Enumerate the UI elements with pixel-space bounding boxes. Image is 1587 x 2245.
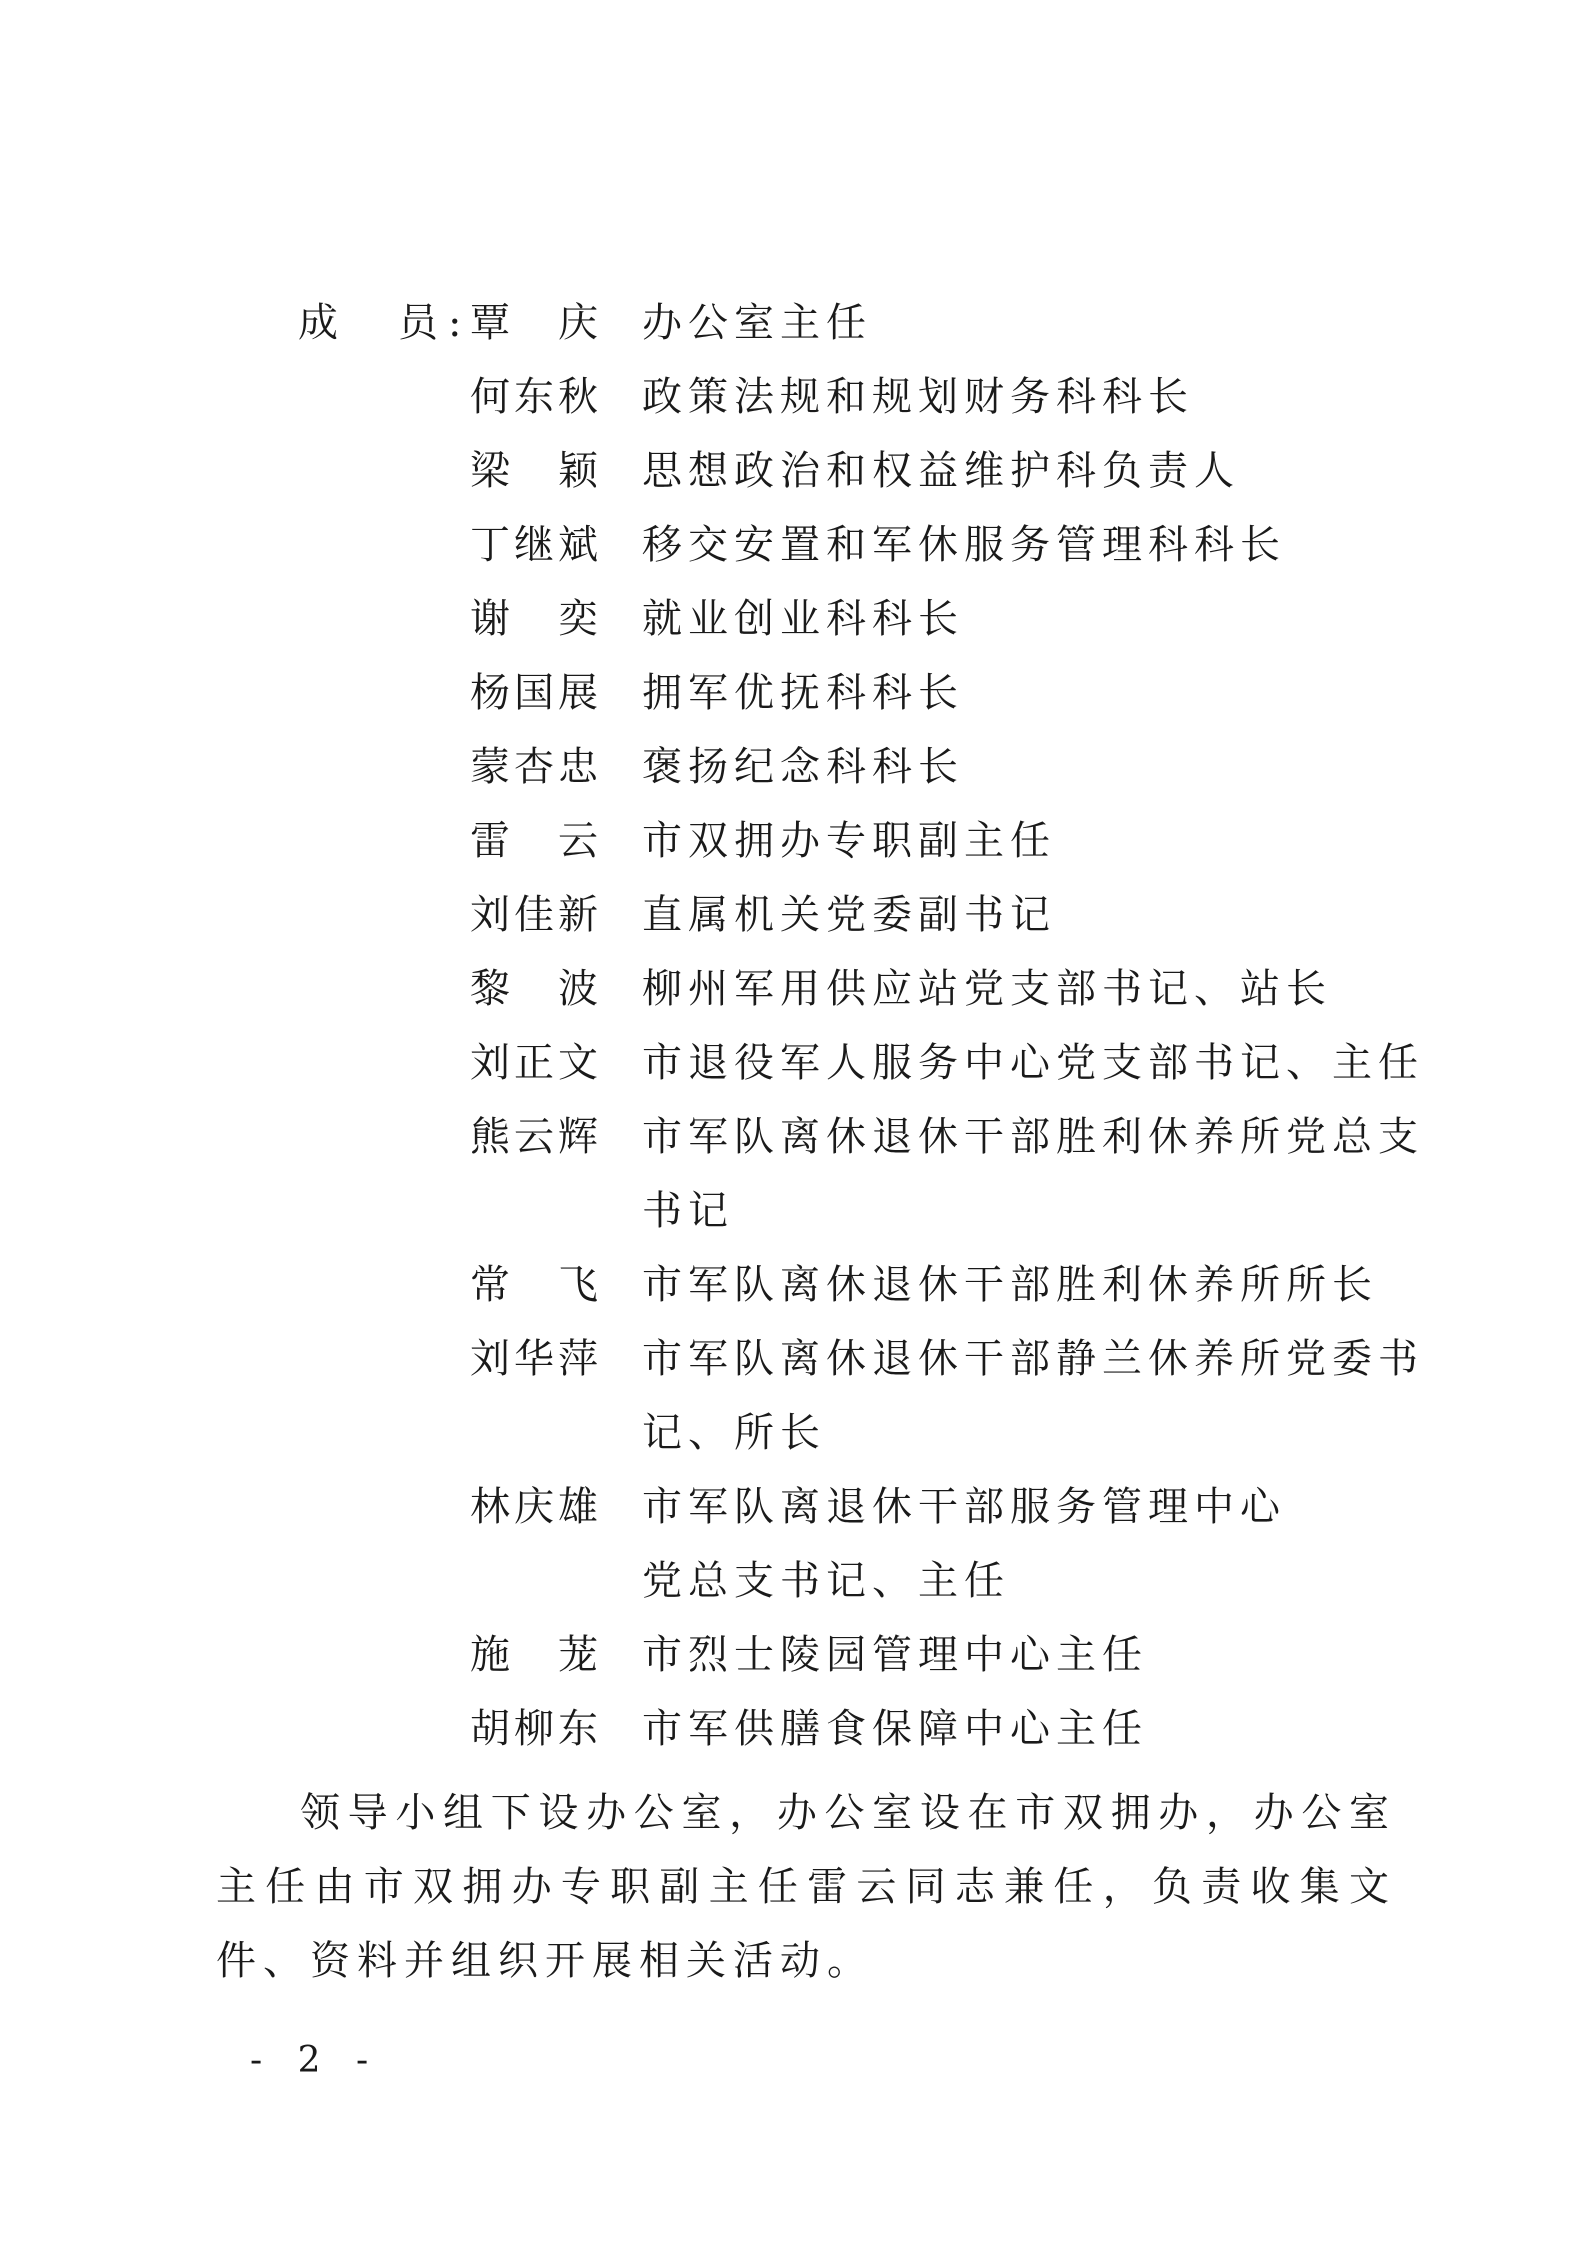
member-title xyxy=(642,295,1402,351)
member-row xyxy=(470,1701,1500,1757)
member-row xyxy=(470,887,1500,943)
member-name: 胡柳东 xyxy=(470,1706,602,1752)
member-name: 熊云辉 xyxy=(470,1114,602,1160)
member-row xyxy=(470,1109,1500,1239)
member-title xyxy=(642,369,1402,425)
member-title-line: 党总支书记、主任 xyxy=(642,1558,1010,1604)
member-title-line: 市退役军人服务中心党支部书记、主任 xyxy=(642,1040,1424,1086)
member-title xyxy=(642,665,1402,721)
member-title-line: 思想政治和权益维护科负责人 xyxy=(642,448,1240,494)
member-title xyxy=(642,887,1402,943)
member-name: 杨国展 xyxy=(470,670,602,716)
member-title xyxy=(642,813,1402,869)
member-title xyxy=(642,1701,1402,1757)
member-title xyxy=(642,961,1402,1017)
member-name: 施 茏 xyxy=(470,1632,602,1678)
member-name: 常 飞 xyxy=(470,1262,602,1308)
member-name: 林庆雄 xyxy=(470,1484,602,1530)
member-label: 成 员: xyxy=(298,300,472,346)
member-row xyxy=(470,739,1500,795)
member-name: 何东秋 xyxy=(470,374,602,420)
member-row xyxy=(470,665,1500,721)
member-name: 覃 庆 xyxy=(470,300,602,346)
member-row xyxy=(470,1257,1500,1313)
member-title xyxy=(642,1331,1424,1461)
member-title xyxy=(642,1479,1402,1609)
member-name: 刘华萍 xyxy=(470,1336,602,1382)
member-title xyxy=(642,1035,1424,1091)
member-row xyxy=(470,443,1500,499)
member-title-line: 记、所长 xyxy=(642,1410,826,1456)
member-name: 刘佳新 xyxy=(470,892,602,938)
page-number: - 2 - xyxy=(250,2040,381,2081)
member-name: 黎 波 xyxy=(470,966,602,1012)
member-title-line: 市双拥办专职副主任 xyxy=(642,818,1056,864)
member-title-line: 移交安置和军休服务管理科科长 xyxy=(642,522,1286,568)
member-title xyxy=(642,739,1402,795)
member-title-line: 市军队离休退休干部胜利休养所党总支 xyxy=(642,1114,1424,1160)
member-title-line: 直属机关党委副书记 xyxy=(642,892,1056,938)
member-name: 刘正文 xyxy=(470,1040,602,1086)
member-row xyxy=(470,961,1500,1017)
member-row xyxy=(470,517,1500,573)
member-row xyxy=(470,1479,1500,1609)
member-title xyxy=(642,1257,1402,1313)
member-title xyxy=(642,517,1402,573)
member-title xyxy=(642,1627,1402,1683)
member-title-line: 褒扬纪念科科长 xyxy=(642,744,964,790)
member-row xyxy=(470,591,1500,647)
member-row xyxy=(470,1331,1500,1461)
member-row xyxy=(470,1035,1500,1091)
member-title-line: 办公室主任 xyxy=(642,300,872,346)
member-title xyxy=(642,1109,1424,1239)
member-name: 蒙杏忠 xyxy=(470,744,602,790)
member-list xyxy=(470,295,1500,1775)
member-title xyxy=(642,591,1402,647)
member-title-line: 市军队离退休干部服务管理中心 xyxy=(642,1484,1286,1530)
member-title xyxy=(642,443,1402,499)
member-name: 丁继斌 xyxy=(470,522,602,568)
member-title-line: 政策法规和规划财务科科长 xyxy=(642,374,1194,420)
member-row xyxy=(470,1627,1500,1683)
member-row xyxy=(470,295,1500,351)
member-title-line: 柳州军用供应站党支部书记、站长 xyxy=(642,966,1332,1012)
member-name: 雷 云 xyxy=(470,818,602,864)
member-title-line: 拥军优抚科科长 xyxy=(642,670,964,716)
member-name: 谢 奕 xyxy=(470,596,602,642)
member-name: 梁 颖 xyxy=(470,448,602,494)
member-title-line: 市军供膳食保障中心主任 xyxy=(642,1706,1148,1752)
member-title-line: 就业创业科科长 xyxy=(642,596,964,642)
member-title-line: 市烈士陵园管理中心主任 xyxy=(642,1632,1148,1678)
member-row xyxy=(470,369,1500,425)
member-title-line: 市军队离休退休干部静兰休养所党委书 xyxy=(642,1336,1424,1382)
member-title-line: 市军队离休退休干部胜利休养所所长 xyxy=(642,1262,1378,1308)
member-title-line: 书记 xyxy=(642,1188,734,1234)
member-row xyxy=(470,813,1500,869)
office-paragraph: 领导小组下设办公室，办公室设在市双拥办，办公室主任由市双拥办专职副主任雷云同志兼任，负责收集文件、资料并组织开展相关活动。 xyxy=(216,1790,1396,1984)
